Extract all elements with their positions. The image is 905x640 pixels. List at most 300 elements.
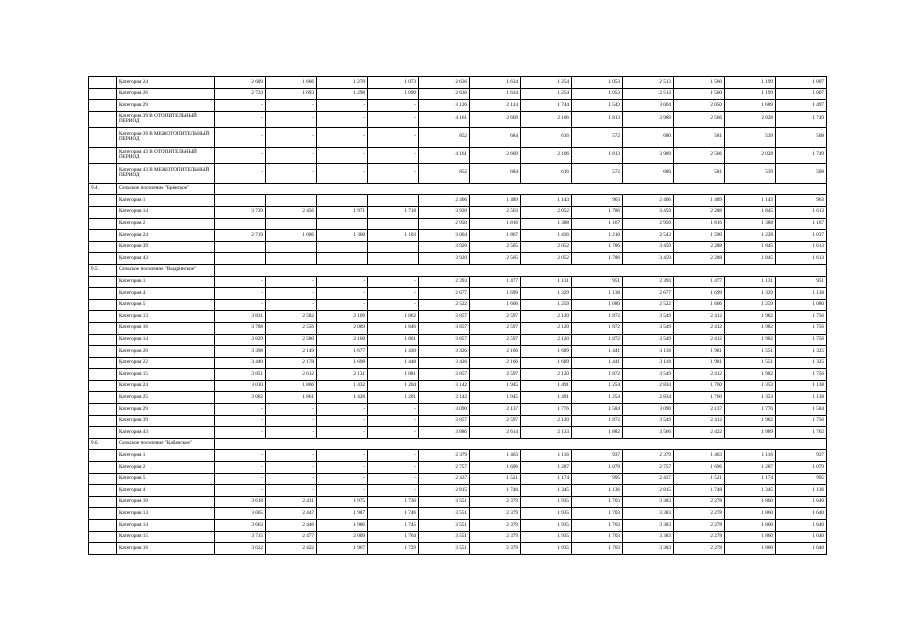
tariff-value: 1 881 [368,369,419,381]
tariff-value [215,218,266,230]
tariff-value: 2 166 [470,357,521,369]
tariff-value: 2 406 [419,195,470,207]
tariff-value: 3 383 [623,543,674,555]
tariff-value: 1 935 [521,508,572,520]
tariff-value: 3 551 [419,543,470,555]
tariff-value: 1 199 [725,88,776,100]
tariff-value: 3 383 [623,531,674,543]
category-name: Категория 22 [117,357,215,369]
tariff-value: 2 412 [674,311,725,323]
section-number [89,531,117,543]
tariff-value: 1 259 [725,299,776,311]
section-number [89,427,117,439]
tariff-value: - [266,100,317,112]
section-number [89,392,117,404]
tariff-value: 1 634 [470,77,521,89]
tariff-value: 2 815 [623,485,674,497]
tariff-value: 1 786 [572,241,623,253]
tariff-value: 3 383 [623,508,674,520]
tariff-value: 2 120 [521,322,572,334]
tariff-value: 1 698 [317,357,368,369]
tariff-value: 2 120 [521,334,572,346]
tariff-value: 3 551 [419,496,470,508]
tariff-value: 1 463 [674,450,725,462]
category-name: Категория 24 [117,77,215,89]
tariff-value: 3 090 [419,404,470,416]
tariff-value: - [266,111,317,127]
section-number [89,473,117,485]
tariff-value: 3 549 [623,322,674,334]
table-row [89,230,827,242]
table-row [89,369,827,381]
tariff-value: 1 749 [776,147,827,163]
tariff-value: 1 744 [521,100,572,112]
tariff-value: 1 116 [521,450,572,462]
section-empty-cell [215,183,827,195]
tariff-value: 2 513 [623,77,674,89]
tariff-value: 1 489 [470,195,521,207]
tariff-value: 1 143 [521,195,572,207]
tariff-value: 2 522 [623,299,674,311]
tariff-value: 3 886 [419,427,470,439]
tariff-value: 3 831 [215,311,266,323]
tariff-value: 1 428 [317,392,368,404]
tariff-value: 1 975 [317,496,368,508]
tariff-value: 1 590 [674,230,725,242]
tariff-value: 1 613 [776,206,827,218]
tariff-value: 3 920 [419,241,470,253]
tariff-value: 2 566 [674,147,725,163]
table-row [89,531,827,543]
tariff-value: 1 816 [470,218,521,230]
tariff-value: 2 278 [674,508,725,520]
category-name: Категория 39 [117,241,215,253]
tariff-value: - [317,163,368,183]
tariff-value: 2 677 [419,288,470,300]
tariff-value: 1 989 [725,427,776,439]
tariff-value: 1 703 [572,531,623,543]
tariff-value: 1 882 [572,427,623,439]
category-name: Категория 43 В МЕЖОТОПИТЕЛЬНЫЙ ПЕРИОД [117,163,215,183]
table-row [89,496,827,508]
tariff-value: 1 749 [776,111,827,127]
table-row [89,288,827,300]
tariff-value: 1 935 [521,543,572,555]
tariff-value: 581 [674,163,725,183]
tariff-value: 2 565 [470,241,521,253]
tariff-value: 852 [419,127,470,147]
tariff-value: - [368,462,419,474]
tariff-value: 1 935 [521,520,572,532]
tariff-value: 995 [776,473,827,485]
tariff-value: 1 748 [470,485,521,497]
tariff-value: 1 746 [368,508,419,520]
category-name: Категория 4 [117,288,215,300]
tariff-value [317,241,368,253]
tariff-value: 1 143 [725,195,776,207]
tariff-value: 1 204 [368,380,419,392]
category-name: Категория 24 [117,380,215,392]
tariff-value: 3 618 [215,496,266,508]
tariff-value: 3 551 [419,520,470,532]
tariff-value: 3 142 [419,380,470,392]
tariff-value: - [266,163,317,183]
section-number [89,163,117,183]
tariff-value: 1 982 [725,322,776,334]
tariff-value: 2 089 [317,322,368,334]
category-name: Категория 2 [117,218,215,230]
table-row [89,543,827,555]
section-number [89,496,117,508]
tariff-value: 1 103 [368,230,419,242]
tariff-value: 1 696 [470,462,521,474]
tariff-value: - [368,299,419,311]
tariff-value: 1 816 [674,218,725,230]
tariff-value: 1 079 [572,462,623,474]
tariff-value: 1 756 [776,415,827,427]
tariff-value: 572 [572,163,623,183]
tariff-value: 3 788 [215,322,266,334]
tariff-value [266,195,317,207]
tariff-value: 1 935 [521,496,572,508]
tariff-value: - [215,404,266,416]
tariff-value: 1 448 [368,357,419,369]
tariff-value: 1 477 [674,276,725,288]
tariff-value: - [215,111,266,127]
tariff-value: 1 388 [521,218,572,230]
tariff-value: 3 426 [419,346,470,358]
tariff-value: 2 028 [725,147,776,163]
tariff-value: 1 254 [572,392,623,404]
table-row [89,404,827,416]
tariff-value: - [317,111,368,127]
tariff-value: 1 945 [470,380,521,392]
tariff-value: 1 167 [572,218,623,230]
tariff-value: 1 745 [368,520,419,532]
category-name: Категория 24 [117,230,215,242]
section-number [89,543,117,555]
tariff-value: - [266,147,317,163]
section-number [89,253,117,265]
tariff-value: 3 551 [419,531,470,543]
category-name: Категория 43 [117,253,215,265]
tariff-value: - [368,111,419,127]
tariff-value: 581 [674,127,725,147]
section-number [89,127,117,147]
section-number [89,77,117,89]
tariff-value: 2 477 [266,531,317,543]
tariff-value: 2 412 [674,322,725,334]
section-number [89,218,117,230]
section-number [89,520,117,532]
tariff-value: 1 756 [776,311,827,323]
tariff-value: 1 689 [725,100,776,112]
section-number [89,485,117,497]
tariff-value [368,195,419,207]
tariff-value: 1 861 [368,334,419,346]
tariff-value: 3 090 [623,404,674,416]
category-name: Категория 2 [117,462,215,474]
tariff-value: 3 459 [623,241,674,253]
tariff-value: - [266,299,317,311]
section-number [89,334,117,346]
tariff-value: 1 935 [521,531,572,543]
tariff-value: 1 441 [572,346,623,358]
tariff-value: 684 [470,163,521,183]
tariff-value: 2 120 [521,415,572,427]
table-row [89,334,827,346]
tariff-value: 1 748 [674,485,725,497]
tariff-value: 963 [572,195,623,207]
tariff-value: 2 597 [470,369,521,381]
table-row [89,450,827,462]
section-number [89,299,117,311]
category-name: Категория 39 В МЕЖОТОПИТЕЛЬНЫЙ ПЕРИОД [117,127,215,147]
table-row [89,147,827,163]
table-row [89,520,827,532]
tariff-value: 1 432 [317,380,368,392]
tariff-table [88,76,827,555]
tariff-value: 3 857 [419,334,470,346]
table-row [89,100,827,112]
tariff-value: 2 137 [470,404,521,416]
tariff-value: - [215,163,266,183]
tariff-value: 2 669 [470,111,521,127]
tariff-value: 1 640 [776,543,827,555]
tariff-value: 2 379 [470,543,521,555]
section-number [89,111,117,127]
tariff-value: 2 719 [215,230,266,242]
category-name: Категория 29 [117,100,215,112]
tariff-value: 2 052 [521,253,572,265]
tariff-value: 2 543 [623,230,674,242]
tariff-value: - [266,485,317,497]
table-row [89,163,827,183]
tariff-value: 1 756 [776,369,827,381]
tariff-value: 1 640 [776,508,827,520]
tariff-value: 3 010 [215,380,266,392]
section-number [89,357,117,369]
tariff-value: 3 118 [623,346,674,358]
tariff-value [317,218,368,230]
tariff-value: 3 004 [419,230,470,242]
section-number: 9.4. [89,183,117,195]
tariff-value: 3 142 [419,392,470,404]
tariff-value: 1 945 [470,392,521,404]
table-row [89,127,827,147]
section-number [89,404,117,416]
tariff-value: 1 971 [317,206,368,218]
tariff-value: 2 757 [623,462,674,474]
section-number [89,100,117,112]
tariff-value: 1 210 [572,230,623,242]
tariff-value: 2 446 [266,520,317,532]
tariff-value: 1 689 [521,357,572,369]
tariff-value: 1 606 [470,299,521,311]
tariff-value: - [368,415,419,427]
tariff-value: - [266,288,317,300]
tariff-value: 508 [776,163,827,183]
tariff-value: 1 436 [521,230,572,242]
tariff-value: 2 278 [674,496,725,508]
tariff-value: 3 004 [623,100,674,112]
tariff-value: 1 353 [725,392,776,404]
tariff-value: 1 703 [572,508,623,520]
tariff-value: 1 491 [521,380,572,392]
tariff-value: 3 383 [623,496,674,508]
tariff-value: 2 288 [674,241,725,253]
tariff-value: 3 857 [419,415,470,427]
tariff-value: 1 167 [776,218,827,230]
tariff-value: 3 398 [215,346,266,358]
tariff-value: 1 136 [776,485,827,497]
tariff-value: 3 857 [419,322,470,334]
tariff-value: 616 [521,127,572,147]
tariff-value: 1 640 [776,496,827,508]
category-name: Категория 15 [117,531,215,543]
category-name: Категория 43 [117,427,215,439]
tariff-value: 2 149 [266,346,317,358]
tariff-value: - [266,276,317,288]
tariff-value: 2 636 [419,88,470,100]
tariff-value: 2 178 [266,357,317,369]
category-name: Категория 16 [117,543,215,555]
tariff-value: 1 786 [572,253,623,265]
tariff-value: 1 756 [776,334,827,346]
section-number [89,276,117,288]
tariff-value: 1 259 [521,299,572,311]
tariff-value: 1 138 [572,288,623,300]
tariff-value: - [368,404,419,416]
tariff-value: 2 834 [623,380,674,392]
tariff-value: - [317,127,368,147]
tariff-value: 2 166 [470,346,521,358]
tariff-value: 2 447 [266,508,317,520]
tariff-value: 1 201 [368,392,419,404]
tariff-value: - [317,276,368,288]
table-body [89,77,827,555]
tariff-value: 1 872 [572,334,623,346]
tariff-value: - [266,127,317,147]
tariff-value: 1 497 [776,100,827,112]
tariff-value: 1 298 [317,88,368,100]
section-number: 9.6. [89,438,117,450]
tariff-value: 1 867 [470,230,521,242]
tariff-value: 3 459 [623,253,674,265]
tariff-value: - [215,100,266,112]
tariff-value: 1 278 [317,77,368,89]
tariff-value: 1 090 [368,88,419,100]
tariff-value: 2 052 [521,206,572,218]
tariff-value: 1 813 [572,111,623,127]
tariff-value: 1 699 [470,288,521,300]
tariff-value: - [368,473,419,485]
table-row [89,241,827,253]
tariff-value: 3 622 [215,543,266,555]
tariff-value: 1 982 [725,334,776,346]
tariff-value: 1 703 [572,543,623,555]
tariff-value: 1 254 [521,88,572,100]
tariff-value: 3 549 [623,311,674,323]
tariff-value: 1 116 [725,450,776,462]
tariff-value: 1 981 [674,357,725,369]
tariff-value: 3 126 [419,100,470,112]
tariff-value: - [215,473,266,485]
table-row [89,88,827,100]
tariff-value: 2 124 [470,100,521,112]
tariff-value: 1 872 [572,369,623,381]
tariff-value: 2 556 [266,322,317,334]
table-row [89,311,827,323]
tariff-value: 1 491 [521,392,572,404]
tariff-value: 1 308 [317,230,368,242]
tariff-value: 1 860 [725,496,776,508]
tariff-value: 539 [725,163,776,183]
tariff-value: - [215,427,266,439]
tariff-value: 2 597 [470,415,521,427]
tariff-value: 2 456 [266,206,317,218]
tariff-value: 1 786 [572,206,623,218]
tariff-value: 1 845 [725,241,776,253]
category-name: Категория 1 [117,195,215,207]
tariff-value: 1 861 [266,392,317,404]
tariff-value: 963 [776,195,827,207]
tariff-value: - [215,485,266,497]
tariff-value: 3 549 [623,415,674,427]
tariff-value: 1 872 [572,311,623,323]
section-title: Сельское поселение "Брянское" [117,183,215,195]
tariff-value: 1 345 [521,485,572,497]
tariff-value: 1 845 [725,253,776,265]
tariff-value: 1 430 [368,346,419,358]
tariff-value: 1 007 [776,77,827,89]
tariff-value: 2 288 [674,253,725,265]
category-name: Категория 4 [117,485,215,497]
tariff-value: 1 699 [674,288,725,300]
tariff-value: 2 120 [521,369,572,381]
tariff-value: - [215,450,266,462]
tariff-value: - [215,147,266,163]
tariff-value: 2 278 [674,520,725,532]
tariff-value: 3 920 [419,206,470,218]
tariff-value: 1 666 [266,77,317,89]
tariff-value: 3 989 [623,111,674,127]
table-row [89,218,827,230]
tariff-value: 937 [776,450,827,462]
tariff-value: - [317,299,368,311]
category-name: Категория 26 [117,88,215,100]
tariff-value: 1 703 [572,520,623,532]
tariff-value: 2 288 [674,206,725,218]
tariff-value: 2 278 [674,543,725,555]
tariff-value: 1 560 [674,88,725,100]
tariff-value: 2 815 [419,485,470,497]
tariff-value: 995 [572,473,623,485]
tariff-value: 2 109 [317,311,368,323]
category-name: Категория 1 [117,276,215,288]
tariff-value: 2 669 [470,147,521,163]
tariff-value: - [317,288,368,300]
tariff-value: 2 757 [419,462,470,474]
table-row [89,508,827,520]
tariff-value: 2 379 [470,531,521,543]
section-number [89,241,117,253]
tariff-value [317,253,368,265]
section-number [89,88,117,100]
category-name: Категория 25 [117,392,215,404]
tariff-value: 1 325 [776,357,827,369]
tariff-value: 1 053 [572,77,623,89]
